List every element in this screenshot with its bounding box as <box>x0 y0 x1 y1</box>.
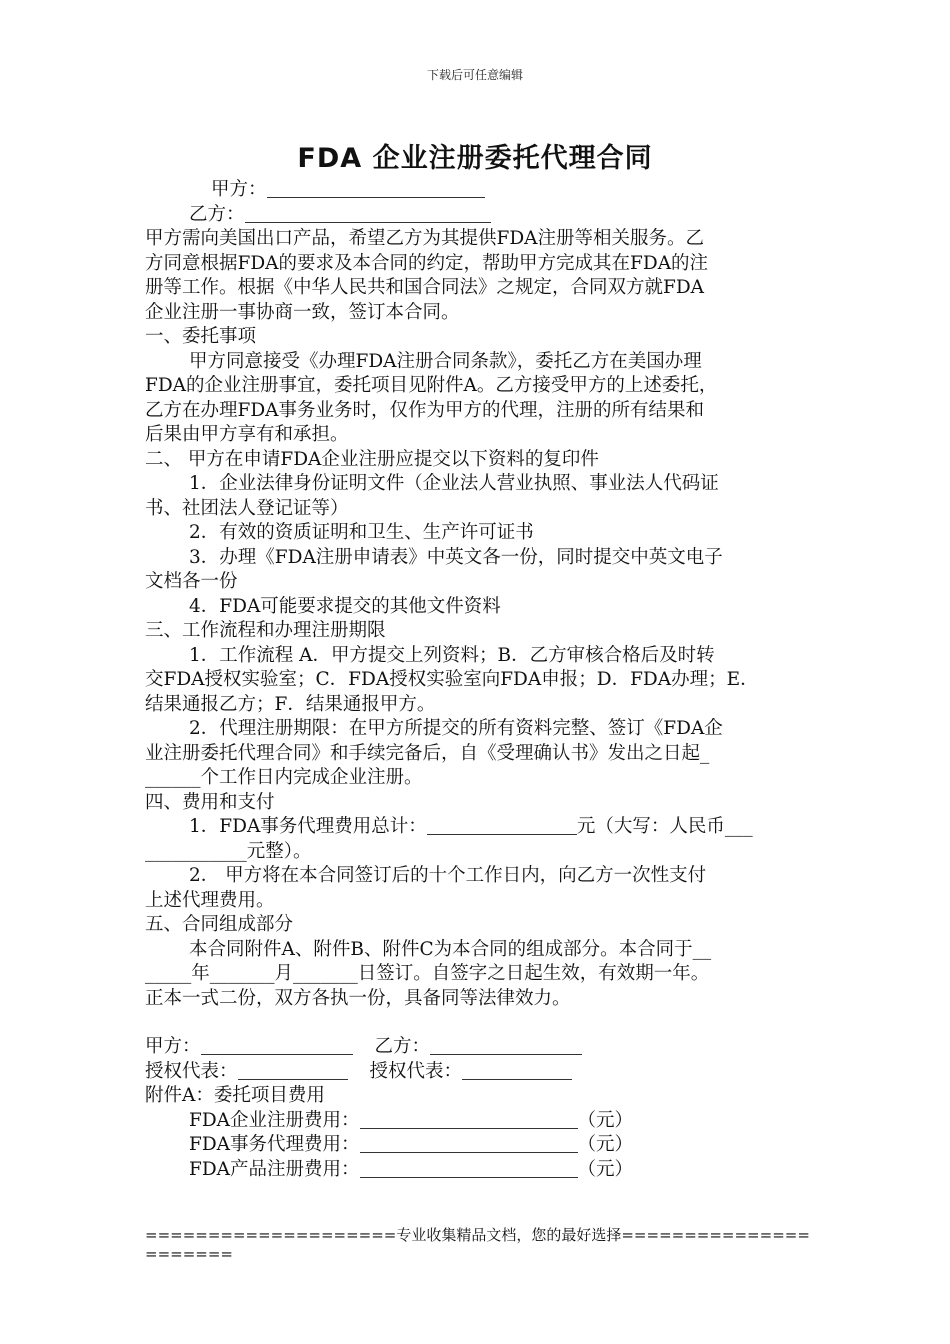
fee-total-label: 1．FDA事务代理费用总计： <box>189 816 427 837</box>
section-2-title: 二、 甲方在申请FDA企业注册应提交以下资料的复印件 <box>145 448 599 470</box>
section-2-item: 1．企业法律身份证明文件（企业法人营业执照、事业法人代码证 <box>189 473 719 494</box>
section-2-item-cont: 文档各一份 <box>145 571 238 592</box>
section-2-item: 3．办理《FDA注册申请表》中英文各一份，同时提交中英文电子 <box>189 546 723 568</box>
section-3-item2-line: ______个工作日内完成企业注册。 <box>145 767 423 788</box>
spacer <box>145 1011 810 1035</box>
section-2-item-cont: 书、社团法人登记证等） <box>145 497 349 519</box>
footer-banner: ====================专业收集精品文档，您的最好选择====================== <box>145 1226 810 1263</box>
party-b-blank <box>245 204 491 223</box>
appendix-item-blank <box>360 1110 578 1129</box>
section-2-item: 4．FDA可能要求提交的其他文件资料 <box>189 595 501 617</box>
document-title: FDA 企业注册委托代理合同 <box>297 143 653 174</box>
section-1-line: 乙方在办理FDA事务业务时，仅作为甲方的代理，注册的所有结果和 <box>145 399 705 421</box>
section-1-line: 甲方同意接受《办理FDA注册合同条款》，委托乙方在美国办理 <box>189 350 702 372</box>
section-4-item1-cont: ___________元整）。 <box>145 840 312 862</box>
section-5-line: _____年_______月_______日签订。自签字之日起生效，有效期一年。 <box>145 963 710 984</box>
section-3-item1-line: 交FDA授权实验室；C．FDA授权实验室向FDA申报；D．FDA办理；E． <box>145 669 759 690</box>
party-a-blank <box>267 179 485 198</box>
appendix-item <box>145 1109 810 1134</box>
intro-line: 企业注册一事协商一致，签订本合同。 <box>145 301 460 323</box>
section-2-item: 2．有效的资质证明和卫生、生产许可证书 <box>189 522 534 543</box>
section-3-item1-line: 结果通报乙方；F．结果通报甲方。 <box>145 693 436 715</box>
section-3-item2-line: 2．代理注册期限：在甲方所提交的所有资料完整、签订《FDA企 <box>189 718 723 739</box>
fee-total-blank <box>427 816 577 835</box>
appendix-item-label: FDA企业注册费用： <box>189 1109 360 1131</box>
rep-a-label: 授权代表： <box>145 1060 238 1082</box>
appendix-item-label: FDA事务代理费用： <box>189 1134 360 1155</box>
sign-b-blank <box>430 1036 582 1055</box>
intro-line: 甲方需向美国出口产品，希望乙方为其提供FDA注册等相关服务。乙 <box>145 228 705 249</box>
rep-b-blank <box>462 1061 572 1080</box>
intro-line: 册等工作。根据《中华人民共和国合同法》之规定，合同双方就FDA <box>145 277 705 298</box>
appendix-item-unit: （元） <box>577 1134 634 1155</box>
appendix-item-unit: （元） <box>577 1158 634 1180</box>
section-3-item2-line: 业注册委托代理合同》和手续完备后，自《受理确认书》发出之日起_ <box>145 742 710 764</box>
party-b-label: 乙方： <box>189 203 245 225</box>
appendix-item <box>145 1158 810 1183</box>
section-5-line: 正本一式二份，双方各执一份，具备同等法律效力。 <box>145 987 571 1009</box>
party-a-label: 甲方： <box>211 179 267 200</box>
appendix-item-unit: （元） <box>577 1109 634 1131</box>
section-5-title: 五、合同组成部分 <box>145 914 294 935</box>
section-1-line: 后果由甲方享有和承担。 <box>145 424 349 445</box>
sign-b-label: 乙方： <box>374 1036 431 1057</box>
section-1-line: FDA的企业注册事宜，委托项目见附件A。乙方接受甲方的上述委托， <box>145 375 718 396</box>
rep-a-blank <box>238 1061 348 1080</box>
section-4-item1 <box>145 815 810 840</box>
section-3-title: 三、工作流程和办理注册期限 <box>145 620 386 641</box>
section-1-title: 一、委托事项 <box>145 326 257 347</box>
representative-row <box>145 1060 810 1085</box>
section-4-item2-line: 上述代理费用。 <box>145 889 275 911</box>
intro-line: 方同意根据FDA的要求及本合同的约定，帮助甲方完成其在FDA的注 <box>145 252 709 274</box>
fee-total-rmb-label: 元（大写：人民币___ <box>576 816 753 837</box>
section-4-item2-line: 2． 甲方将在本合同签订后的十个工作日内，向乙方一次性支付 <box>189 865 707 886</box>
section-3-item1-line: 1．工作流程 A．甲方提交上列资料；B．乙方审核合格后及时转 <box>189 644 715 666</box>
section-5-line: 本合同附件A、附件B、附件C为本合同的组成部分。本合同于__ <box>189 938 712 960</box>
section-4-title: 四、费用和支付 <box>145 791 275 813</box>
header-note: 下载后可任意编辑 <box>426 68 523 82</box>
party-a-line <box>145 178 810 203</box>
appendix-item-label: FDA产品注册费用： <box>189 1158 360 1180</box>
appendix-title: 附件A：委托项目费用 <box>145 1085 325 1106</box>
document-body <box>145 178 810 1182</box>
party-b-line <box>145 203 810 228</box>
rep-b-label: 授权代表： <box>369 1060 463 1082</box>
appendix-item <box>145 1133 810 1158</box>
appendix-item-blank <box>360 1134 578 1153</box>
signature-row <box>145 1035 810 1060</box>
sign-a-blank <box>201 1036 353 1055</box>
sign-a-label: 甲方： <box>145 1036 201 1057</box>
appendix-item-blank <box>360 1159 578 1178</box>
